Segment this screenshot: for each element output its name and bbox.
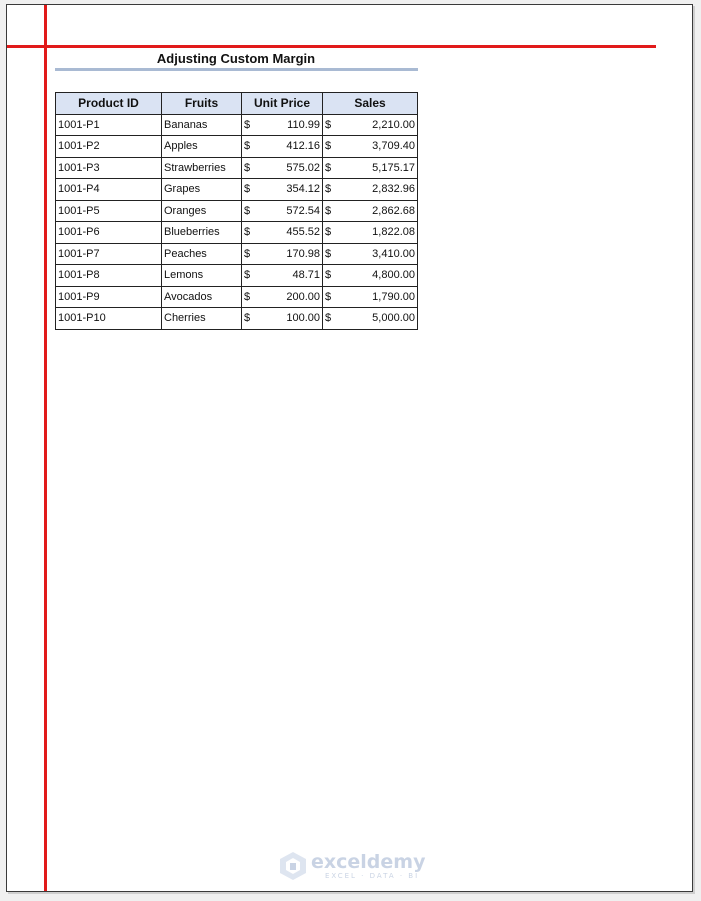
sales-value: 5,175.17: [372, 161, 415, 174]
cell-fruit[interactable]: Lemons: [162, 265, 242, 287]
exceldemy-logo-icon: [279, 851, 307, 881]
cell-unit-price[interactable]: [242, 157, 323, 179]
cell-product-id[interactable]: 1001-P1: [56, 114, 162, 136]
currency-symbol: $: [325, 226, 332, 239]
cell-fruit[interactable]: Peaches: [162, 243, 242, 265]
cell-unit-price[interactable]: [242, 222, 323, 244]
currency-symbol: $: [244, 312, 251, 325]
table-body: [56, 114, 418, 329]
table-row: [56, 308, 418, 330]
table-header-row: [56, 93, 418, 115]
watermark-tagline: EXCEL · DATA · BI: [325, 871, 420, 880]
cell-product-id[interactable]: 1001-P10: [56, 308, 162, 330]
sales-value: 2,832.96: [372, 183, 415, 196]
currency-symbol: $: [244, 247, 251, 260]
cell-sales[interactable]: [323, 286, 418, 308]
unit-price-value: 110.99: [287, 118, 320, 131]
table-row: [56, 157, 418, 179]
table-row: [56, 243, 418, 265]
currency-symbol: $: [325, 161, 332, 174]
unit-price-value: 170.98: [286, 247, 320, 260]
cell-product-id[interactable]: 1001-P5: [56, 200, 162, 222]
sales-value: 3,709.40: [372, 140, 415, 153]
cell-fruit[interactable]: Avocados: [162, 286, 242, 308]
header-fruits: Fruits: [162, 93, 242, 115]
unit-price-value: 354.12: [286, 183, 320, 196]
watermark-name: exceldemy: [311, 850, 426, 873]
cell-sales[interactable]: [323, 265, 418, 287]
currency-symbol: $: [244, 140, 251, 153]
exceldemy-watermark: [279, 851, 425, 881]
table-row: [56, 265, 418, 287]
cell-product-id[interactable]: 1001-P8: [56, 265, 162, 287]
currency-symbol: $: [244, 118, 251, 131]
unit-price-value: 412.16: [286, 140, 320, 153]
cell-sales[interactable]: [323, 157, 418, 179]
cell-sales[interactable]: [323, 114, 418, 136]
cell-sales[interactable]: [323, 308, 418, 330]
sales-value: 1,822.08: [372, 226, 415, 239]
cell-fruit[interactable]: Grapes: [162, 179, 242, 201]
cell-fruit[interactable]: Strawberries: [162, 157, 242, 179]
left-margin-line[interactable]: [44, 5, 47, 891]
cell-unit-price[interactable]: [242, 200, 323, 222]
header-unit-price: Unit Price: [242, 93, 323, 115]
table-row: [56, 114, 418, 136]
cell-unit-price[interactable]: [242, 286, 323, 308]
cell-unit-price[interactable]: [242, 114, 323, 136]
unit-price-value: 48.71: [292, 269, 320, 282]
title-underline: [55, 68, 418, 71]
currency-symbol: $: [244, 290, 251, 303]
cell-product-id[interactable]: 1001-P9: [56, 286, 162, 308]
cell-sales[interactable]: [323, 179, 418, 201]
unit-price-value: 572.54: [286, 204, 320, 217]
table-row: [56, 222, 418, 244]
cell-unit-price[interactable]: [242, 308, 323, 330]
unit-price-value: 100.00: [286, 312, 320, 325]
cell-sales[interactable]: [323, 243, 418, 265]
currency-symbol: $: [325, 290, 332, 303]
cell-unit-price[interactable]: [242, 243, 323, 265]
cell-product-id[interactable]: 1001-P2: [56, 136, 162, 158]
unit-price-value: 575.02: [286, 161, 320, 174]
cell-unit-price[interactable]: [242, 136, 323, 158]
print-preview-page: [6, 4, 693, 892]
sales-value: 1,790.00: [372, 290, 415, 303]
currency-symbol: $: [325, 140, 332, 153]
table-row: [56, 200, 418, 222]
sales-value: 4,800.00: [372, 269, 415, 282]
currency-symbol: $: [244, 204, 251, 217]
currency-symbol: $: [244, 269, 251, 282]
currency-symbol: $: [325, 247, 332, 260]
cell-fruit[interactable]: Bananas: [162, 114, 242, 136]
sales-value: 5,000.00: [372, 312, 415, 325]
sales-value: 2,210.00: [372, 118, 415, 131]
sheet-title: Adjusting Custom Margin: [156, 51, 316, 66]
table-row: [56, 179, 418, 201]
cell-product-id[interactable]: 1001-P4: [56, 179, 162, 201]
currency-symbol: $: [325, 269, 332, 282]
cell-unit-price[interactable]: [242, 179, 323, 201]
cell-fruit[interactable]: Blueberries: [162, 222, 242, 244]
cell-sales[interactable]: [323, 222, 418, 244]
header-product-id: Product ID: [56, 93, 162, 115]
sales-value: 2,862.68: [372, 204, 415, 217]
cell-product-id[interactable]: 1001-P3: [56, 157, 162, 179]
cell-sales[interactable]: [323, 200, 418, 222]
table-row: [56, 286, 418, 308]
currency-symbol: $: [325, 183, 332, 196]
cell-product-id[interactable]: 1001-P6: [56, 222, 162, 244]
cell-fruit[interactable]: Cherries: [162, 308, 242, 330]
currency-symbol: $: [244, 226, 251, 239]
currency-symbol: $: [244, 161, 251, 174]
unit-price-value: 200.00: [286, 290, 320, 303]
unit-price-value: 455.52: [286, 226, 320, 239]
sales-value: 3,410.00: [372, 247, 415, 260]
table-row: [56, 136, 418, 158]
top-margin-line[interactable]: [7, 45, 656, 48]
cell-unit-price[interactable]: [242, 265, 323, 287]
currency-symbol: $: [325, 118, 332, 131]
cell-sales[interactable]: [323, 136, 418, 158]
currency-symbol: $: [244, 183, 251, 196]
currency-symbol: $: [325, 312, 332, 325]
currency-symbol: $: [325, 204, 332, 217]
cell-fruit[interactable]: Apples: [162, 136, 242, 158]
header-sales: Sales: [323, 93, 418, 115]
fruit-sales-table: [55, 92, 418, 330]
cell-product-id[interactable]: 1001-P7: [56, 243, 162, 265]
cell-fruit[interactable]: Oranges: [162, 200, 242, 222]
